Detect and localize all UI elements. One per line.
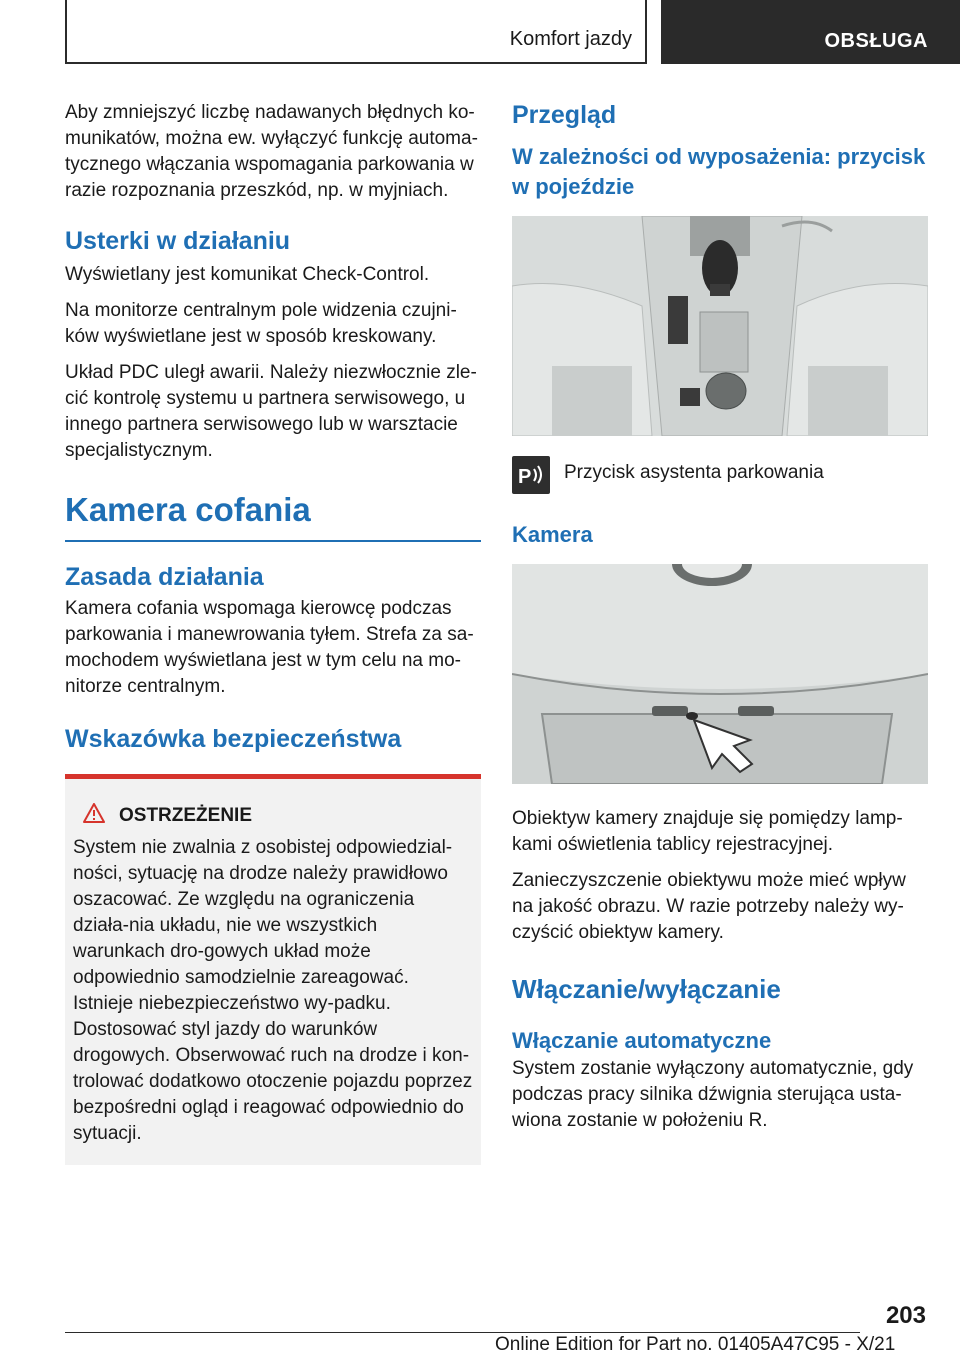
right-column	[512, 100, 928, 1144]
left-column	[65, 100, 481, 1165]
header-chapter-title: OBSŁUGA	[824, 30, 928, 52]
onoff-heading: Włączanie/wyłączanie	[512, 974, 781, 1004]
page-number: 203	[885, 1302, 926, 1329]
safety-heading: Wskazówka bezpieczeństwa	[65, 725, 402, 753]
principle-heading: Zasada działania	[65, 563, 264, 591]
auto-heading: Włączanie automatyczne	[512, 1028, 772, 1053]
header-section-title: Komfort jazdy	[509, 28, 632, 50]
overview-heading: Przegląd	[512, 101, 617, 129]
header-chapter-tab	[661, 0, 960, 64]
auto-paragraph: System zostanie wyłączony automatycznie, gdy podczas pracy silnika dźwignia sterująca usta-wiona zostanie w położeniu R.	[512, 1058, 914, 1131]
principle-paragraph: Kamera cofania wspomaga kierowcę podczas parkowania i manewrowania tyłem. Strefa za sa-mochodem wyświetlana jest w tym celu na mo-nitorze centralnym.	[65, 598, 474, 697]
footer-rule	[65, 1332, 860, 1333]
center-console-image	[512, 216, 928, 436]
intro-paragraph: Aby zmniejszyć liczbę nadawanych błędnych ko-munikatów, można ew. wyłączyć funkcję automa-tycznego włączania wspomagania parkowania w razie rozpoznania przeszkód, np. w myjniach.	[65, 102, 478, 201]
warning-text: System nie zwalnia z osobistej odpowiedzial-ności, sytuację na drodze należy prawidłowo oszacować. Ze względu na ograniczenia działa-nia układu, nie we wszystkich warunkach dro-gowych układ może odpowiednio samodzielnie zareagować. Istnieje niebezpieczeństwo wy-padku. Dostosować styl jazdy do warunków drogowych. Obserwować ruch na drodze i kon-trolować dodatkowo otoczenie pojazdu poprzez bezpośredni ogląd i reagować odpowiednio do sytuacji.	[73, 837, 473, 1144]
chapter-title: Kamera cofania	[65, 491, 311, 528]
footer-edition: Online Edition for Part no. 01405A47C95 - X/21	[495, 1334, 896, 1355]
malfunction-heading: Usterki w działaniu	[65, 227, 291, 255]
malfunction-paragraph-3: Układ PDC uległ awarii. Należy niezwłocznie zle-cić kontrolę systemu u partnera serwisowego, u innego partnera serwisowego lub w warsztacie specjalistycznym.	[65, 362, 477, 461]
camera-paragraph-1: Obiektyw kamery znajduje się pomiędzy lamp-kami oświetlenia tablicy rejestracyjnej.	[512, 808, 903, 855]
malfunction-paragraph-1: Wyświetlany jest komunikat Check-Control.	[65, 264, 430, 285]
camera-paragraph-2: Zanieczyszczenie obiektywu może mieć wpływ na jakość obrazu. W razie potrzeby należy wy-czyścić obiektyw kamery.	[512, 870, 906, 943]
malfunction-paragraph-2: Na monitorze centralnym pole widzenia czujni-ków wyświetlane jest w sposób kreskowany.	[65, 300, 457, 347]
camera-image	[512, 564, 928, 784]
button-heading: W zależności od wyposażenia: przycisk w pojeździe	[512, 144, 926, 199]
park-assist-button-icon	[512, 456, 550, 494]
chapter-title-rule	[65, 540, 481, 542]
camera-heading: Kamera	[512, 522, 593, 547]
legend-row	[512, 456, 928, 494]
warning-title: OSTRZEŻENIE	[119, 805, 253, 826]
svg-text:P: P	[518, 466, 532, 488]
warning-triangle-icon	[83, 803, 119, 829]
warning-box	[65, 774, 481, 1165]
legend-text: Przycisk asystenta parkowania	[564, 462, 824, 483]
warning-title-row	[73, 803, 473, 829]
